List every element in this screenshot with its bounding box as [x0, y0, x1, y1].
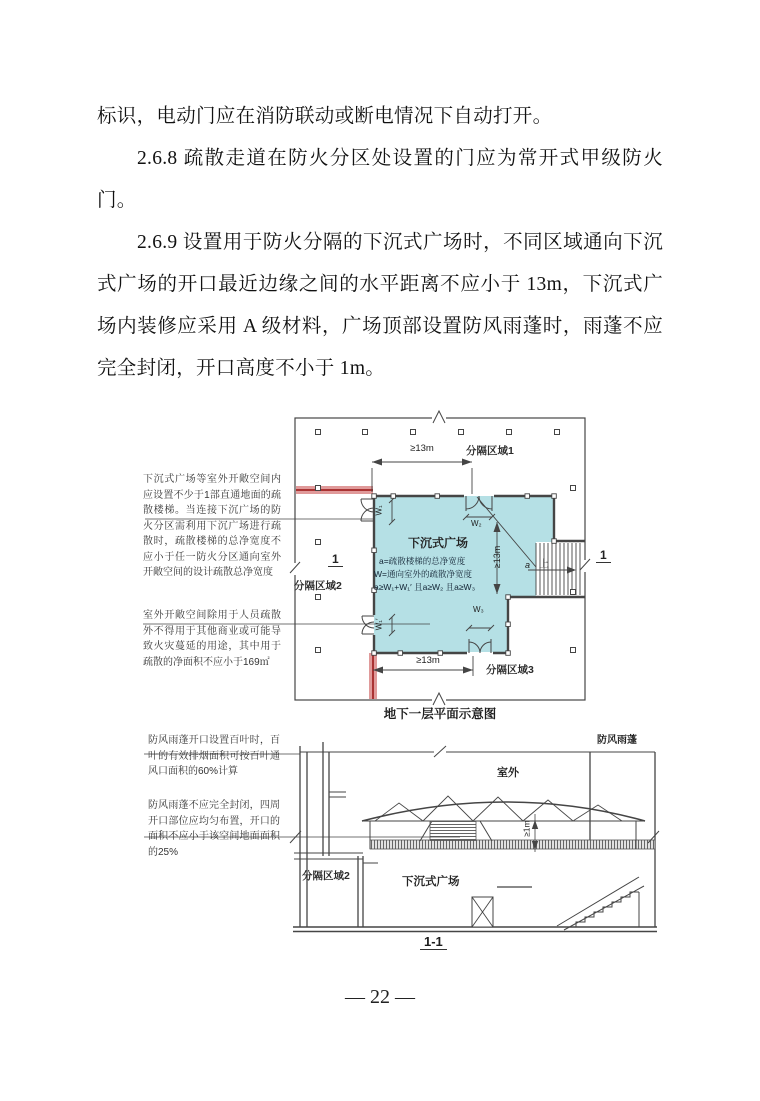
paragraph-2-6-9: 2.6.9 设置用于防火分隔的下沉式广场时，不同区域通向下沉式广场的开口最近边缘之间的水平距离不应小于 13m，下沉式广场内装修应采用 A 级材料，广场顶部设置防风雨蓬时，雨蓬不应完全封闭，开口高度不小于 1m。 — [97, 232, 663, 379]
canopy-louver-panel — [430, 821, 476, 841]
plan-caption: 地下一层平面示意图 — [383, 707, 497, 721]
stair-up-label: 上 — [539, 559, 549, 570]
section-annotation-louver: 防风雨蓬开口设置百叶时，百叶的有效排烟面积可按百叶通风口面积的60%计算 — [148, 735, 280, 777]
stair-width-label: a — [525, 560, 531, 570]
dim-w2: W₂ — [471, 519, 482, 528]
plaza-note-w: W=通向室外的疏散净宽度 — [374, 569, 472, 579]
section-caption: 1-1 — [420, 935, 447, 950]
dim-bottom-13m: ≥13m — [416, 655, 440, 666]
ground-line — [293, 927, 657, 932]
canopy-label: 防风雨蓬 — [597, 735, 637, 746]
paragraph-continuation: 标识，电动门应在消防联动或断电情况下自动打开。 — [97, 106, 553, 127]
louver-band — [370, 840, 655, 849]
plan-zone2-label: 分隔区域2 — [294, 580, 342, 592]
paragraph-2-6-8: 2.6.8 疏散走道在防火分区处设置的门应为常开式甲级防火门。 — [97, 148, 663, 211]
dim-vertical-13m: ≥13m — [492, 545, 503, 569]
plan-plaza-label: 下沉式广场 — [407, 536, 468, 550]
dim-top-13m: ≥13m — [410, 443, 434, 454]
section-mark-right: 1 — [596, 549, 611, 563]
dim-w1: W₁ — [374, 505, 384, 516]
plan-stair — [528, 543, 580, 595]
page-number: — 22 — — [345, 986, 415, 1008]
section-annotation-opening: 防风雨蓬不应完全封闭，四周开口部位应均匀布置，开口的面积不应小于该空间地面面积的25% — [148, 800, 280, 858]
dim-opening-1m: ≥1m — [521, 820, 532, 837]
section-plaza-label: 下沉式广场 — [402, 876, 460, 888]
plan-zone1-label: 分隔区域1 — [466, 445, 514, 457]
plan-zone3-label: 分隔区域3 — [486, 664, 534, 676]
section-door — [472, 897, 493, 927]
dim-w3: W₃ — [473, 605, 484, 614]
dim-w1-prime: W₁′ — [374, 618, 384, 631]
body-text — [97, 96, 663, 390]
outdoor-label: 室外 — [497, 767, 519, 779]
section-mark-left: 1 — [328, 553, 343, 567]
figure-sunken-plaza — [130, 400, 670, 960]
stair-up-arrowhead — [567, 567, 576, 574]
plaza-note-formula: a≥W₁+W₁′ 且a≥W₂ 且a≥W₃ — [374, 582, 476, 592]
plan-annotation-stairs: 下沉式广场等室外开敞空间内应设置不少于1部直通地面的疏散楼梯。当连接下沉广场的防火分区需利用下沉广场进行疏散时，疏散楼梯的总净宽度不应小于任一防火分区通向室外开敞空间的设计疏散总净宽度 — [143, 474, 281, 578]
section-zone2-label: 分隔区域2 — [302, 870, 350, 882]
plan-annotation-open-space: 室外开敞空间除用于人员疏散外不得用于其他商业或可能导致火灾蔓延的用途，其中用于疏散的净面积不应小于169㎡ — [143, 610, 281, 668]
section-stair — [557, 877, 644, 930]
plaza-note-a: a=疏散楼梯的总净宽度 — [379, 556, 466, 566]
